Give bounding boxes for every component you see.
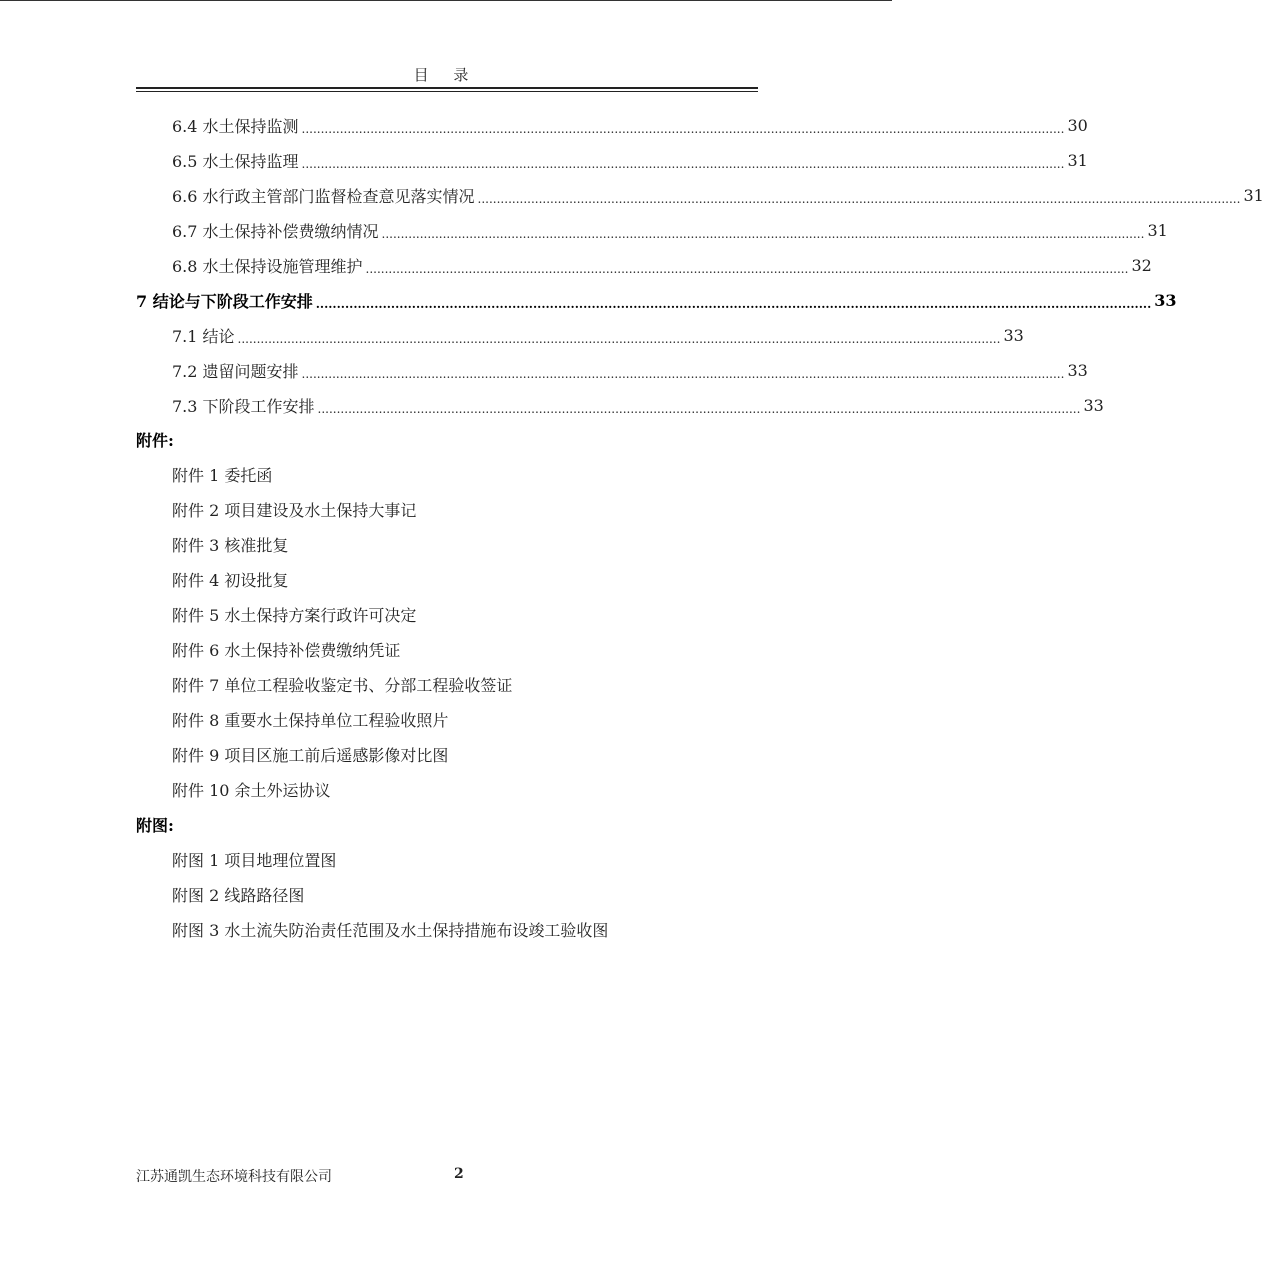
toc-dot-leader: ........................................................................................................................................................................................................: [237, 331, 1001, 346]
figures-list: [0, 843, 892, 948]
figure-item: 附图 1 项目地理位置图: [172, 851, 337, 870]
toc-entry-label: 6.4 水土保持监测: [172, 117, 299, 136]
header-rule-thick: [136, 87, 758, 89]
attachment-item: 附件 6 水土保持补偿费缴纳凭证: [172, 641, 401, 660]
attachment-item: 附件 8 重要水土保持单位工程验收照片: [172, 711, 449, 730]
attachment-item: 附件 1 委托函: [172, 466, 273, 485]
figure-item: 附图 3 水土流失防治责任范围及水土保持措施布设竣工验收图: [172, 921, 609, 940]
toc-entry-page: 31: [1067, 151, 1088, 170]
attachment-item: 附件 4 初设批复: [172, 571, 289, 590]
toc-entry-label: 6.5 水土保持监理: [172, 152, 299, 171]
toc-entry-label: 7 结论与下阶段工作安排: [136, 292, 313, 311]
toc-entry-label: 6.7 水土保持补偿费缴纳情况: [172, 222, 379, 241]
toc-entry[interactable]: [172, 108, 1088, 143]
figure-item: 附图 2 线路路径图: [172, 886, 305, 905]
toc-dot-leader: ........................................................................................................................................................................................................: [301, 121, 1065, 136]
toc-entry[interactable]: [172, 388, 1104, 423]
toc-entry[interactable]: [172, 248, 1152, 283]
toc-dot-leader: ........................................................................................................................................................................................................: [301, 156, 1065, 171]
toc-entry[interactable]: [172, 143, 1088, 178]
attachment-item: 附件 3 核准批复: [172, 536, 289, 555]
header-rule-thin: [136, 91, 758, 92]
toc-entry-page: 33: [1067, 361, 1088, 380]
toc-entry[interactable]: [172, 318, 1024, 353]
footer-page-number: 2: [454, 1166, 464, 1182]
toc-dot-leader: ........................................................................................................................................................................................................: [317, 401, 1081, 416]
toc-dot-leader: ........................................................................................................................................................................................................: [365, 261, 1129, 276]
toc-entry-label: 7.3 下阶段工作安排: [172, 397, 315, 416]
toc-entry[interactable]: [172, 213, 1168, 248]
toc-entry-page: 30: [1067, 116, 1088, 135]
toc-entry-label: 6.6 水行政主管部门监督检查意见落实情况: [172, 187, 475, 206]
attachments-list: [0, 458, 892, 808]
toc-entry-page: 33: [1083, 396, 1104, 415]
toc-dot-leader: ........................................................................................................................................................................................................: [381, 226, 1145, 241]
footer-company: 江苏通凯生态环境科技有限公司: [136, 1169, 332, 1185]
toc-entry[interactable]: [172, 353, 1088, 388]
toc-dot-leader: ........................................................................................................................................................................................................: [477, 191, 1241, 206]
toc-entry-page: 31: [1147, 221, 1168, 240]
attachments-heading: 附件:: [136, 431, 174, 450]
attachment-item: 附件 5 水土保持方案行政许可决定: [172, 606, 417, 625]
toc-entry-label: 7.2 遗留问题安排: [172, 362, 299, 381]
toc-entry-page: 31: [1243, 186, 1264, 205]
toc-entry-page: 33: [1154, 291, 1177, 310]
toc-entry-label: 6.8 水土保持设施管理维护: [172, 257, 363, 276]
toc-dot-leader: ........................................................................................................................................................................................................: [301, 366, 1065, 381]
header-title: 目 录: [413, 66, 479, 84]
figures-heading: 附图:: [136, 816, 174, 835]
toc-entry-page: 32: [1131, 256, 1152, 275]
toc-dot-leader: ........................................................................................................................................................................................................: [315, 296, 1152, 311]
page-top-border: [0, 0, 892, 1]
attachment-item: 附件 2 项目建设及水土保持大事记: [172, 501, 417, 520]
toc-entry-label: 7.1 结论: [172, 327, 235, 346]
attachment-item: 附件 9 项目区施工前后遥感影像对比图: [172, 746, 449, 765]
toc-entry[interactable]: [172, 178, 1264, 213]
attachment-item: 附件 7 单位工程验收鉴定书、分部工程验收签证: [172, 676, 513, 695]
attachment-item: 附件 10 余土外运协议: [172, 781, 331, 800]
toc-chapter-entry[interactable]: [136, 283, 1177, 318]
toc-entry-page: 33: [1003, 326, 1024, 345]
toc-entries: [0, 108, 1264, 423]
table-of-contents: [0, 108, 1264, 948]
